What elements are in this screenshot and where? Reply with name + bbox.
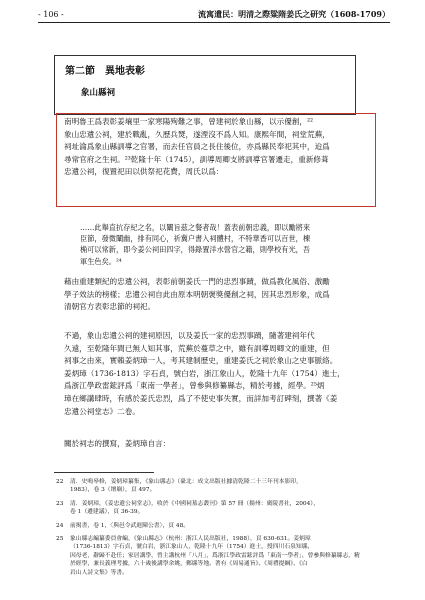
paragraph-3: [64, 330, 370, 418]
footnote-25: [54, 535, 374, 579]
footnote-line: 清．姜炳璋，《姜忠遺公祠堂志》，收於《中國祠墓志叢刊》第 57 冊（揚州：廣陵書社，2004），: [70, 501, 319, 507]
text-line: 不過，象山忠遺公祠的建祠原因，以及姜氏一家的忠烈事蹟，隨著建祠年代: [64, 331, 315, 340]
text-line: 祠事之由來，實賴姜炳璋一人，考其建制歷史，重建姜氏之祠於象山之史事脈絡。: [64, 356, 338, 366]
section-title: 第二節 異地表彰: [65, 66, 145, 77]
paragraph-2: [64, 276, 370, 314]
footnote-number: 24: [56, 523, 64, 529]
block-quote: [80, 222, 370, 267]
text-line: 忠遺公祠，復置祀田以供祭祀花費，周氏以爲：: [64, 167, 224, 177]
paragraph-1: [64, 116, 370, 179]
text-line: 久遠，至乾隆年間已無人知其事，荒蕪於蔓草之中，雖有訓導周卿文的重建，但: [64, 343, 330, 353]
quote-line: 臣節，發微闡幽，排有同心，祈冀户書入祠體村，不特華香可以百世，棟: [80, 234, 311, 244]
footnote-divider: [54, 472, 154, 473]
text-line: 尋常官府之生祠。²³乾隆十年（1745），訓導周卿支將訓導官署遷走，重新修葺: [64, 154, 329, 164]
running-header: [38, 8, 390, 23]
text-line: 學子效法的榜樣；忠遺公祠自此由原本明朝褒獎優創之祠，因其忠烈形象，成爲: [64, 289, 330, 299]
footnote-number: 25: [56, 536, 64, 542]
text-line: 姜炳璋（1736-1813）字石貞，號白岩，浙江象山人，乾隆十九年（1754）進士，: [64, 368, 345, 378]
footnote-line: 象山縣志編纂委員會編，《象山縣志》（杭州：浙江人民出版社，1988），頁 630-631。姜炳璋: [70, 536, 311, 542]
text-line: 關於祠志的撰寫，姜炳璋自言：: [64, 439, 171, 448]
footnote-line: 卷 1（遷建議），頁 36-39。: [70, 509, 144, 516]
text-line: 祠址淪爲象山縣訓導之官署，而去任官員之長住後位，亦爲縣民奉祀其中，迨爲: [64, 142, 330, 152]
text-line: 藉由重建類紀的忠遺公祠，表彰前朝姜氏一門的忠烈事蹟，做爲教化風俗、激勵: [64, 277, 330, 286]
page-number: - 106 -: [38, 10, 64, 19]
paragraph-4: [64, 438, 370, 451]
footnote-24: [54, 522, 374, 531]
text-line: 爲浙江學政雷鋐評爲「東南一學者」，曾參與修纂縣志，精於考據，經學。²⁵炳: [64, 381, 325, 391]
footnote-line: 前揭書，卷 1，〈與邑令武進陳公書〉，頁 48。: [70, 523, 190, 529]
text-line: 清朝官方表彰忠節的祠祀。: [64, 302, 156, 312]
footnote-line: 1983），卷 3（壇廟），頁 497。: [70, 487, 156, 494]
footnote-23: [54, 500, 374, 517]
text-line: 忠遺公祠堂志》二卷。: [64, 406, 140, 416]
quote-line: 桷可以常新，即今姜公祠田四字，得錄置洋水營官之籍，則學校有光，吾: [80, 245, 311, 255]
subsection-title: 象山縣祠: [81, 88, 116, 98]
footnote-line: 因母老，辭歸不赴任；家居講學，曾主講杭州「八月」，爲浙江學政雷鋐評爲「東南一學者」，曾參與修纂縣志，精: [70, 552, 360, 559]
text-line: 象山忠遺公祠，建於戰亂，久歷兵燹，遂湮沒不爲人知。康熙年間，祠堂荒蕪，: [64, 129, 330, 139]
quote-line: ……此舉直抗存紀之名，以闡旨茲之餐者哉！蓋表前朝忠義，即以勵將來: [80, 223, 311, 232]
section-heading-box: [54, 55, 356, 115]
footnote-line: 清．史鳴皋修，姜炳璋纂集，《象山縣志》（臺北：成文出版社據清乾隆二十三年刊本影印，: [70, 479, 302, 485]
text-line: 南明魯王爲表彰姜壤里一家寒陽殉難之事，曾建祠於象山縣，以示優創，²²: [64, 117, 314, 126]
text-line: 璋在鄉講肆時，有感於姜氏忠烈，爲了不使史事失實，而詳加考訂碑刻，撰著《姜: [64, 393, 338, 403]
quote-line: 軍生色矣。²⁴: [80, 256, 122, 266]
footnote-22: [54, 478, 374, 495]
footnote-line: （1736-1813）字石貞，號白岩，浙江象山人，乾隆十九年（1754）進士，授四川石泉知縣，: [70, 544, 314, 551]
footnote-number: 23: [56, 501, 64, 507]
footnote-line: 岩山人詩文集》等書。: [70, 569, 128, 576]
footnote-number: 22: [56, 479, 64, 485]
footnote-line: 於經學，兼長義理考據，六十歲後講學余姚，郵縣等地。著有《周易通旨》、《周禮提綱》、《白: [70, 561, 308, 568]
running-title: 流寓遺民：明清之際粱隋姜氏之研究（1608-1709）: [198, 9, 390, 19]
